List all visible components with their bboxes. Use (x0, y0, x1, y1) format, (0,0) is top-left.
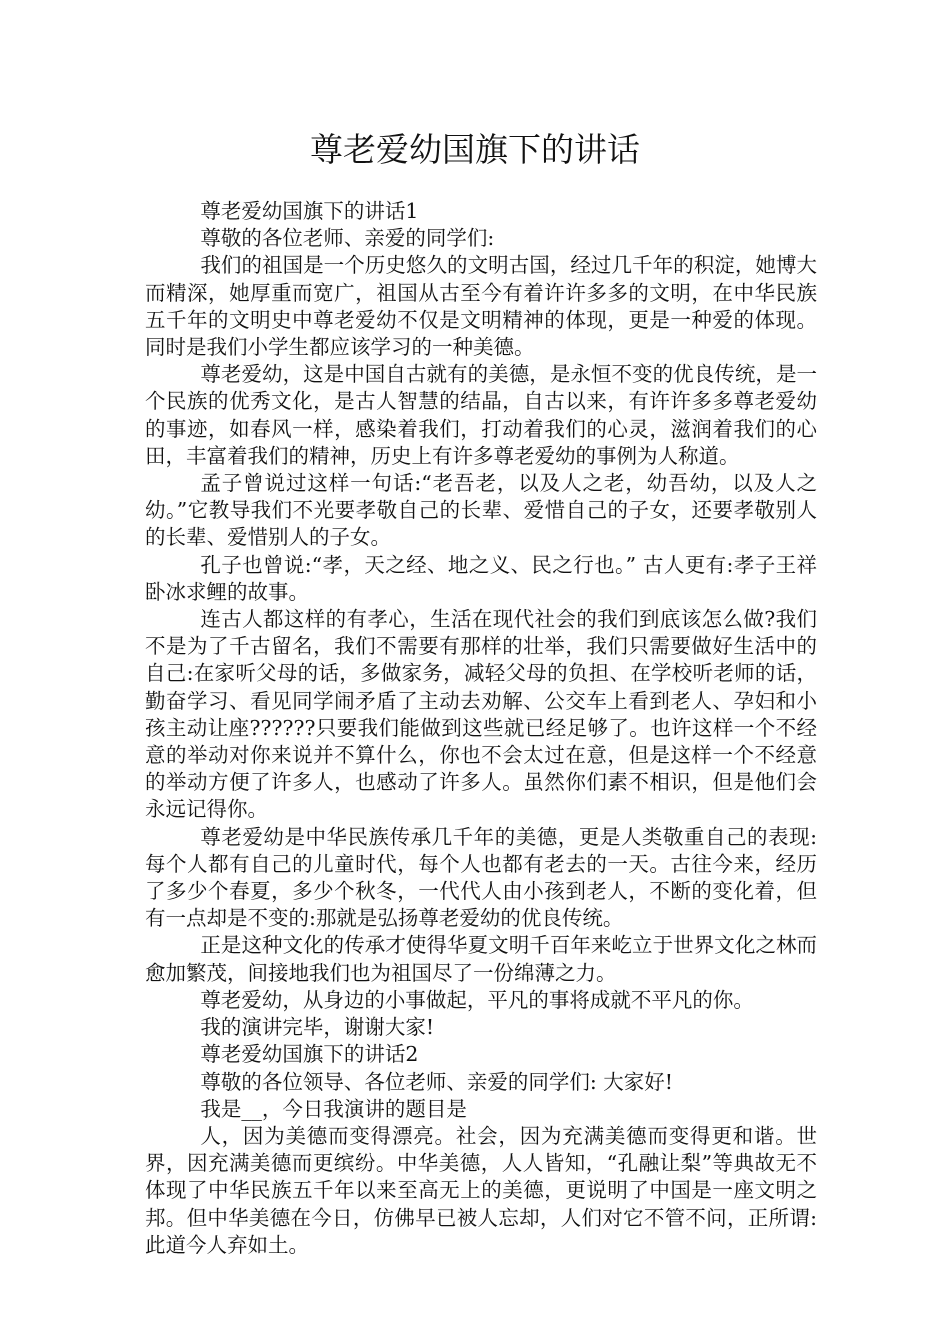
paragraph-speech-2-heading: 尊老爱幼国旗下的讲话2 (200, 1042, 419, 1067)
paragraph-closing: 我的演讲完毕，谢谢大家! (200, 1015, 435, 1040)
paragraph: 孔子也曾说:“孝，天之经、地之义、民之行也。” 古人更有:孝子王祥卧冰求鲤的故事。 (145, 552, 817, 604)
paragraph: 正是这种文化的传承才使得华夏文明千百年来屹立于世界文化之林而愈加繁茂，间接地我们也为祖国尽了一份绵薄之力。 (145, 933, 817, 985)
document-title: 尊老爱幼国旗下的讲话 (310, 130, 640, 169)
paragraph: 我是__，今日我演讲的题目是 (200, 1096, 467, 1121)
paragraph: 我们的祖国是一个历史悠久的文明古国，经过几千年的积淀，她博大而精深，她厚重而宽广，祖国从古至今有着许许多多的文明，在中华民族五千年的文明史中尊老爱幼不仅是文明精神的体现，更是一种爱的体现。同时是我们小学生都应该学习的一种美德。 (145, 253, 817, 360)
paragraph: 人，因为美德而变得漂亮。社会，因为充满美德而变得更和谐。世界，因充满美德而更缤纷。中华美德，人人皆知，“孔融让梨”等典故无不体现了中华民族五千年以来至高无上的美德，更说明了中国是一座文明之邦。但中华美德在今日，仿佛早已被人忘却，人们对它不管不问，正所谓:此道今人弃如土。 (145, 1123, 817, 1257)
paragraph: 连古人都这样的有孝心，生活在现代社会的我们到底该怎么做?我们不是为了千古留名，我们不需要有那样的壮举，我们只需要做好生活中的自己:在家听父母的话，多做家务，减轻父母的负担、在学校听老师的话，勤奋学习、看见同学闹矛盾了主动去劝解、公交车上看到老人、孕妇和小孩主动让座??????只要我们能做到这些就已经足够了。也许这样一个不经意的举动对你来说并不算什么，你也不会太过在意，但是这样一个不经意的举动方便了许多人，也感动了许多人。虽然你们素不相识，但是他们会永远记得你。 (145, 607, 817, 822)
paragraph: 孟子曾说过这样一句话:“老吾老，以及人之老，幼吾幼，以及人之幼。”它教导我们不光要孝敬自己的长辈、爱惜自己的子女，还要孝敬别人的长辈、爱惜别人的子女。 (145, 471, 817, 550)
paragraph: 尊老爱幼是中华民族传承几千年的美德，更是人类敬重自己的表现:每个人都有自己的儿童时代，每个人也都有老去的一天。古往今来，经历了多少个春夏，多少个秋冬，一代代人由小孩到老人，不断的变化着，但有一点却是不变的:那就是弘扬尊老爱幼的优良传统。 (145, 824, 817, 931)
paragraph-salutation-2: 尊敬的各位领导、各位老师、亲爱的同学们: 大家好! (200, 1069, 674, 1094)
document-body (145, 198, 817, 1259)
paragraph-salutation-1: 尊敬的各位老师、亲爱的同学们: (200, 226, 495, 251)
paragraph: 尊老爱幼，这是中国自古就有的美德，是永恒不变的优良传统，是一个民族的优秀文化，是古人智慧的结晶，自古以来，有许许多多尊老爱幼的事迹，如春风一样，感染着我们，打动着我们的心灵，滋润着我们的心田，丰富着我们的精神，历史上有许多尊老爱幼的事例为人称道。 (145, 362, 817, 468)
paragraph-speech-1-heading: 尊老爱幼国旗下的讲话1 (200, 199, 419, 223)
paragraph: 尊老爱幼，从身边的小事做起，平凡的事将成就不平凡的你。 (200, 987, 754, 1012)
